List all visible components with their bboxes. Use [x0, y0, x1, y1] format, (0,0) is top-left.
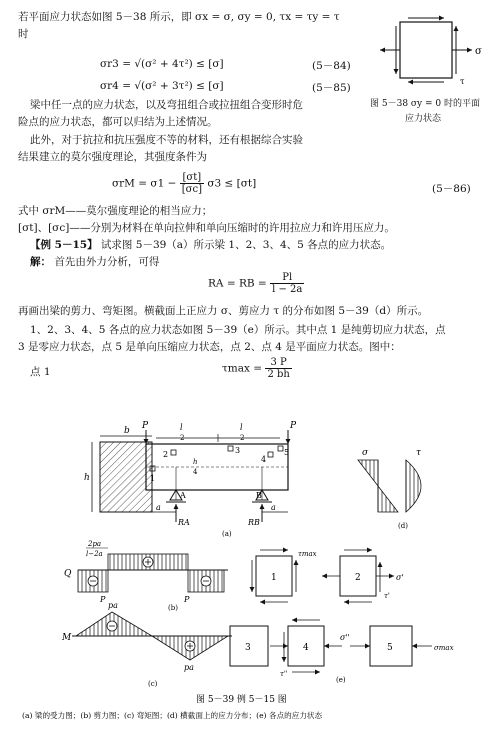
moment-M-label: M: [62, 633, 72, 643]
reaction-fraction: [270, 272, 304, 295]
equation-5-85: σr4 = √(σ² + 3τ²) ≤ [σ]: [100, 80, 224, 92]
para2-line1: 梁中任一点的应力状态，以及弯扭组合或拉扭组合变形时危: [30, 99, 303, 111]
shear-Q-label: Q: [64, 569, 72, 579]
shear-P-left: P: [100, 595, 106, 604]
fraction-numerator: [σt]: [180, 172, 204, 184]
dim-h-label: h: [84, 473, 90, 483]
span-l-right: l: [240, 423, 243, 432]
arrowhead: [439, 16, 444, 21]
subfig-b-label: (b): [168, 604, 178, 612]
para4: 再画出梁的剪力、弯矩图。横截面上正应力 σ、剪应力 τ 的分布如图 5－39（d）所示。: [18, 305, 429, 317]
fraction-numerator: 3 P: [265, 357, 291, 369]
figure-5-39-caption: 图 5－39 例 5－15 图: [196, 695, 287, 705]
sigma-max-label: σmax: [434, 644, 454, 652]
example-tag: 【例 5－15】: [30, 239, 98, 251]
arrowhead: [408, 80, 413, 85]
tau-prime-label: τ': [384, 592, 390, 600]
point-label-5: 5: [284, 448, 290, 457]
arrowhead: [467, 48, 472, 53]
figure-5-38-caption-line2: 应力状态: [405, 114, 442, 124]
reaction-lhs: RA = RB =: [208, 277, 267, 290]
span-l-left: l: [180, 423, 183, 432]
state-box-4: 4: [303, 643, 309, 653]
support-B-label: B: [256, 491, 262, 500]
equation-tau-max: [222, 357, 292, 380]
figure-5-39-subcaption: (a) 梁的受力图；(b) 剪力图；(c) 弯矩图；(d) 横截面上的应力分布；(e) 各点的应力状态: [22, 711, 323, 720]
cross-section: [84, 426, 152, 512]
stress-distribution: [358, 448, 422, 530]
span-two-left: 2: [180, 434, 185, 442]
point1-label: 点 1: [30, 366, 51, 378]
arrowhead: [394, 69, 399, 74]
equation-number-5-86: (5－86): [432, 183, 471, 195]
reaction-RB-label: RB: [248, 518, 260, 527]
shear-top-num: 2pa: [88, 540, 102, 548]
figure-5-39: [0, 400, 490, 729]
state-box-3: 3: [245, 643, 251, 653]
solution-text: 首先由外力分析，可得: [54, 256, 160, 268]
solution-tag: 解：: [30, 256, 51, 268]
para5-line1: 1、2、3、4、5 各点的应力状态如图 5－39（e）所示。其中点 1 是纯剪切应力状态，点: [30, 324, 446, 336]
h-over-4-num: h: [193, 458, 198, 466]
point-label-1: 1: [150, 474, 156, 483]
tau-max-label: τmax: [298, 550, 317, 558]
where-line1: 式中 σrM——莫尔强度理论的相当应力；: [18, 205, 213, 217]
subfig-c-label: (c): [148, 680, 158, 688]
tau-max-lhs: τmax =: [222, 362, 263, 375]
tau-max-fraction: [265, 357, 291, 380]
h-over-4-den: 4: [193, 468, 198, 476]
equation-5-84: σr3 = √(σ² + 4τ²) ≤ [σ]: [100, 58, 224, 70]
subfig-a-label: (a): [222, 530, 232, 538]
load-P-left: P: [142, 421, 149, 431]
equation-number-5-85: (5－85): [312, 82, 351, 94]
para5-line2: 3 是零应力状态，点 5 是单向压缩应力状态，点 2、点 4 是平面应力状态。图中：: [18, 341, 401, 353]
subfig-d-label: (d): [398, 522, 408, 530]
tau-label: τ: [460, 77, 465, 86]
where-line2: [σt]、[σc]——分别为材料在单向拉伸和单向压缩时的许用拉应力和许用压应力。: [18, 222, 395, 234]
sigma-double-prime-label: σ'': [340, 633, 350, 642]
moment-pa-top: pa: [108, 601, 118, 610]
equation-number-5-84: (5－84): [312, 60, 351, 72]
stress-element-box: [400, 22, 452, 78]
example-heading: [30, 238, 391, 252]
dim-b-label: b: [124, 426, 130, 436]
shear-P-right: P: [184, 595, 190, 604]
equation-5-86: [112, 172, 256, 195]
span-two-right: 2: [240, 434, 245, 442]
dim-a-right: a: [271, 503, 276, 512]
equation-5-86-lhs: σrM = σ1 −: [112, 177, 177, 190]
para3-line2: 结果建立的莫尔强度理论，其强度条件为: [18, 151, 207, 163]
para3-line1: 此外，对于抗拉和抗压强度不等的材料，还有根据综合实验: [30, 134, 303, 146]
fraction-denominator: 2 bh: [267, 369, 290, 380]
load-P-right: P: [290, 421, 297, 431]
point-label-3: 3: [235, 446, 241, 455]
sigma-prime-label: σ': [396, 573, 404, 582]
figure-5-38-caption-line1: 图 5－38 σy = 0 时的平面: [370, 99, 480, 109]
example-text: 试求图 5－39（a）所示梁 1、2、3、4、5 各点的应力状态。: [100, 239, 392, 251]
point-label-4: 4: [261, 455, 267, 464]
reaction-RA-label: RA: [178, 518, 190, 527]
tau-double-prime-label: τ'': [280, 670, 288, 678]
state-box-5: 5: [387, 643, 393, 653]
fraction-denominator: [σc]: [181, 184, 202, 195]
arrowhead: [380, 48, 385, 53]
figure-5-38: [368, 14, 486, 90]
dim-a-left: a: [156, 503, 161, 512]
tau-dist-label: τ: [416, 448, 421, 458]
fraction-denominator: l − 2a: [272, 284, 303, 295]
para1-line2: 时: [18, 28, 29, 40]
moment-pa-bottom: pa: [184, 663, 194, 672]
state-box-1: 1: [271, 573, 277, 583]
support-A-label: A: [180, 491, 186, 500]
equation-reaction: [208, 272, 304, 295]
para1-line1: 若平面应力状态如图 5－38 所示，即 σx = σ, σy = 0, τx = τy = τ: [18, 11, 340, 23]
equation-5-86-fraction: [180, 172, 204, 195]
solution-line: [30, 255, 159, 269]
equation-5-86-rhs: σ3 ≤ [σt]: [207, 177, 257, 190]
shear-top-den: l−2a: [86, 550, 103, 558]
stress-states: [230, 548, 454, 685]
beam-diagram: [141, 421, 297, 538]
state-box-2: 2: [355, 573, 361, 583]
fraction-numerator: Pl: [270, 272, 304, 284]
para2-line2: 险点的应力状态，都可以归结为上述情况。: [18, 116, 218, 128]
sigma-dist-label: σ: [362, 448, 369, 458]
arrowhead: [454, 26, 459, 31]
sigma-label: σ: [475, 46, 482, 57]
point-label-2: 2: [163, 450, 169, 459]
subfig-e-label: (e): [336, 676, 346, 684]
shear-diagram: [64, 540, 228, 612]
moment-diagram: [61, 601, 232, 688]
